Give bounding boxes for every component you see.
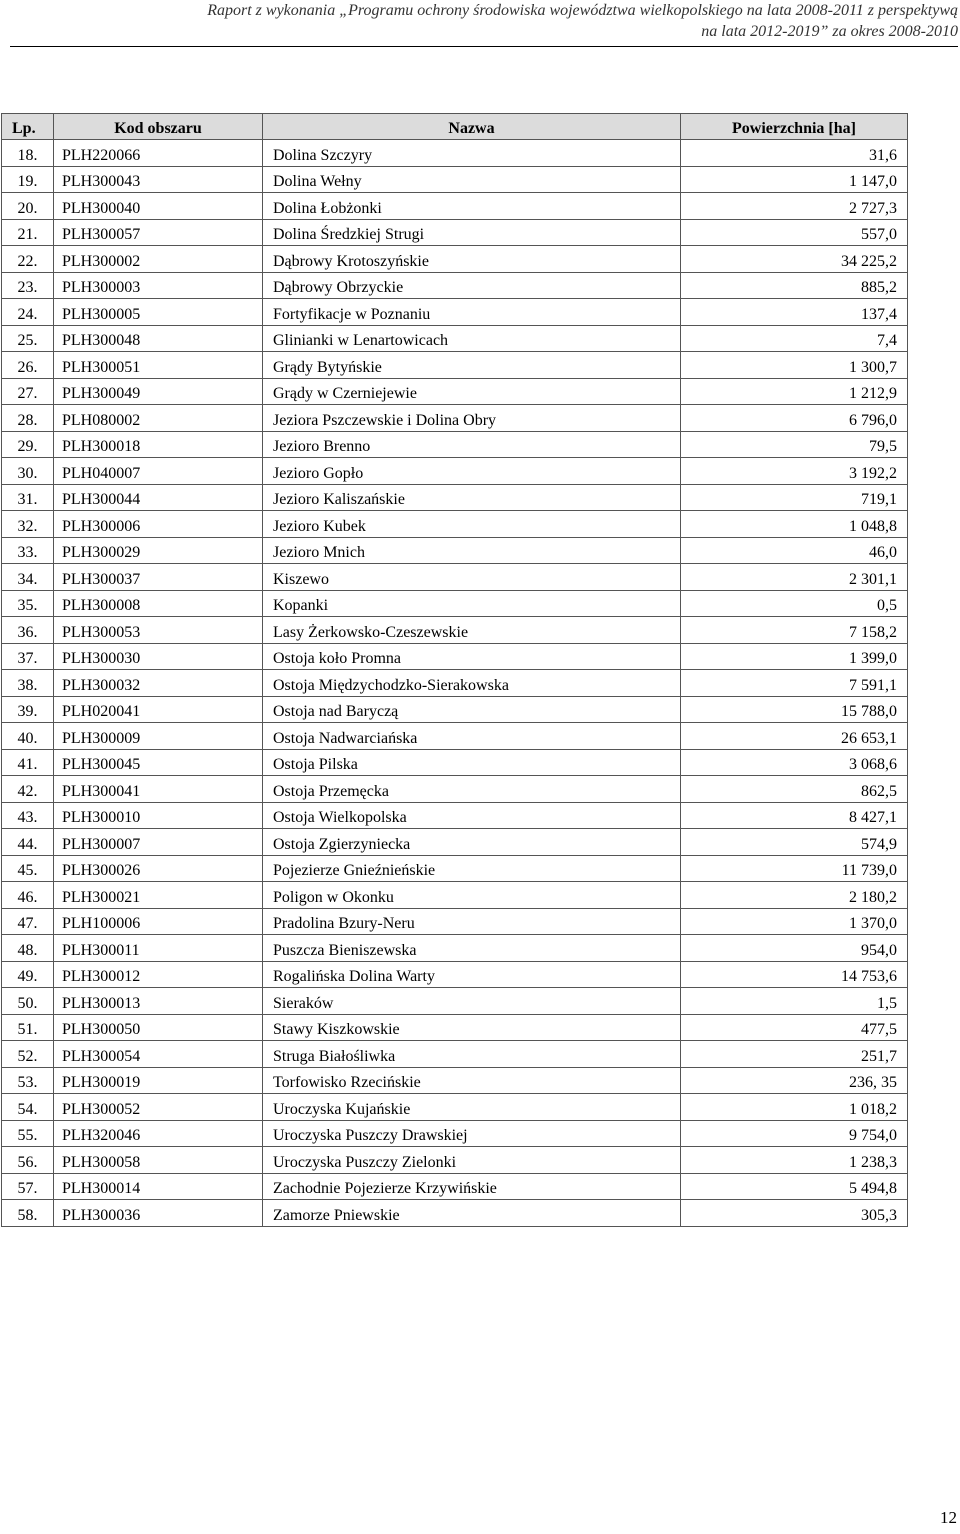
site-code: PLH300026 <box>54 855 263 882</box>
site-code: PLH300036 <box>54 1200 263 1227</box>
site-name: Sieraków <box>263 988 681 1015</box>
site-name: Ostoja Zgierzyniecka <box>263 829 681 856</box>
site-name: Kiszewo <box>263 564 681 591</box>
table-row <box>2 1067 908 1094</box>
site-code: PLH300008 <box>54 590 263 617</box>
row-number: 21. <box>2 219 54 246</box>
site-code: PLH300021 <box>54 882 263 909</box>
site-area: 1 370,0 <box>681 908 908 935</box>
site-area: 9 754,0 <box>681 1120 908 1147</box>
site-area: 862,5 <box>681 776 908 803</box>
table-row <box>2 696 908 723</box>
site-name: Jezioro Kaliszańskie <box>263 484 681 511</box>
site-code: PLH300032 <box>54 670 263 697</box>
row-number: 38. <box>2 670 54 697</box>
site-code: PLH300010 <box>54 802 263 829</box>
site-name: Jezioro Brenno <box>263 431 681 458</box>
site-area: 34 225,2 <box>681 246 908 273</box>
header-line-1: Raport z wykonania „Programu ochrony środowiska województwa wielkopolskiego na lata 2008-2011 z perspektywą <box>207 2 958 19</box>
row-number: 45. <box>2 855 54 882</box>
site-name: Dolina Średzkiej Strugi <box>263 219 681 246</box>
site-code: PLH300014 <box>54 1173 263 1200</box>
table-row <box>2 272 908 299</box>
site-area: 477,5 <box>681 1014 908 1041</box>
site-area: 8 427,1 <box>681 802 908 829</box>
site-code: PLH300009 <box>54 723 263 750</box>
table-row <box>2 458 908 485</box>
site-code: PLH300051 <box>54 352 263 379</box>
column-header-lp: Lp. <box>2 114 54 140</box>
site-name: Poligon w Okonku <box>263 882 681 909</box>
site-name: Uroczyska Puszczy Zielonki <box>263 1147 681 1174</box>
site-code: PLH300029 <box>54 537 263 564</box>
row-number: 54. <box>2 1094 54 1121</box>
table-row <box>2 140 908 167</box>
row-number: 37. <box>2 643 54 670</box>
site-code: PLH300044 <box>54 484 263 511</box>
site-area: 0,5 <box>681 590 908 617</box>
site-code: PLH300053 <box>54 617 263 644</box>
row-number: 56. <box>2 1147 54 1174</box>
site-code: PLH300007 <box>54 829 263 856</box>
site-name: Dąbrowy Krotoszyńskie <box>263 246 681 273</box>
site-code: PLH300002 <box>54 246 263 273</box>
site-name: Torfowisko Rzecińskie <box>263 1067 681 1094</box>
table-row <box>2 1120 908 1147</box>
table-row <box>2 882 908 909</box>
table-row <box>2 776 908 803</box>
row-number: 40. <box>2 723 54 750</box>
site-code: PLH300006 <box>54 511 263 538</box>
table-row <box>2 352 908 379</box>
column-header-name: Nazwa <box>263 114 681 140</box>
site-area: 14 753,6 <box>681 961 908 988</box>
site-area: 885,2 <box>681 272 908 299</box>
site-area: 5 494,8 <box>681 1173 908 1200</box>
site-area: 79,5 <box>681 431 908 458</box>
row-number: 34. <box>2 564 54 591</box>
table-row <box>2 246 908 273</box>
site-area: 46,0 <box>681 537 908 564</box>
site-code: PLH300048 <box>54 325 263 352</box>
site-name: Ostoja Wielkopolska <box>263 802 681 829</box>
site-area: 31,6 <box>681 140 908 167</box>
table-row <box>2 1173 908 1200</box>
table-row <box>2 908 908 935</box>
table-row <box>2 617 908 644</box>
running-header <box>0 0 958 42</box>
site-name: Lasy Żerkowsko-Czeszewskie <box>263 617 681 644</box>
site-area: 6 796,0 <box>681 405 908 432</box>
table-row <box>2 749 908 776</box>
row-number: 52. <box>2 1041 54 1068</box>
site-name: Uroczyska Kujańskie <box>263 1094 681 1121</box>
site-area: 1 300,7 <box>681 352 908 379</box>
site-code: PLH040007 <box>54 458 263 485</box>
row-number: 23. <box>2 272 54 299</box>
row-number: 43. <box>2 802 54 829</box>
site-area: 305,3 <box>681 1200 908 1227</box>
table-row <box>2 988 908 1015</box>
row-number: 44. <box>2 829 54 856</box>
site-code: PLH300012 <box>54 961 263 988</box>
column-header-code: Kod obszaru <box>54 114 263 140</box>
site-area: 3 192,2 <box>681 458 908 485</box>
row-number: 46. <box>2 882 54 909</box>
site-name: Ostoja Międzychodzko-Sierakowska <box>263 670 681 697</box>
site-code: PLH320046 <box>54 1120 263 1147</box>
site-area: 2 180,2 <box>681 882 908 909</box>
site-code: PLH300011 <box>54 935 263 962</box>
table-row <box>2 935 908 962</box>
site-name: Kopanki <box>263 590 681 617</box>
site-code: PLH300040 <box>54 193 263 220</box>
site-name: Dolina Łobżonki <box>263 193 681 220</box>
table-row <box>2 802 908 829</box>
site-area: 1 147,0 <box>681 166 908 193</box>
table-row <box>2 1200 908 1227</box>
site-name: Fortyfikacje w Poznaniu <box>263 299 681 326</box>
site-name: Rogalińska Dolina Warty <box>263 961 681 988</box>
row-number: 25. <box>2 325 54 352</box>
row-number: 18. <box>2 140 54 167</box>
site-area: 236, 35 <box>681 1067 908 1094</box>
site-code: PLH300037 <box>54 564 263 591</box>
row-number: 41. <box>2 749 54 776</box>
site-name: Ostoja Przemęcka <box>263 776 681 803</box>
table-row <box>2 537 908 564</box>
table-row <box>2 643 908 670</box>
row-number: 33. <box>2 537 54 564</box>
table-row <box>2 431 908 458</box>
site-code: PLH300054 <box>54 1041 263 1068</box>
row-number: 29. <box>2 431 54 458</box>
table-row <box>2 405 908 432</box>
site-name: Struga Białośliwka <box>263 1041 681 1068</box>
row-number: 22. <box>2 246 54 273</box>
row-number: 19. <box>2 166 54 193</box>
table-header-row <box>2 114 908 140</box>
site-name: Jezioro Mnich <box>263 537 681 564</box>
column-header-area: Powierzchnia [ha] <box>681 114 908 140</box>
row-number: 42. <box>2 776 54 803</box>
site-area: 1 212,9 <box>681 378 908 405</box>
site-name: Zachodnie Pojezierze Krzywińskie <box>263 1173 681 1200</box>
site-name: Jezioro Gopło <box>263 458 681 485</box>
site-name: Jezioro Kubek <box>263 511 681 538</box>
row-number: 57. <box>2 1173 54 1200</box>
row-number: 20. <box>2 193 54 220</box>
site-name: Grądy w Czerniejewie <box>263 378 681 405</box>
table-row <box>2 1094 908 1121</box>
site-name: Ostoja Pilska <box>263 749 681 776</box>
site-area: 954,0 <box>681 935 908 962</box>
row-number: 30. <box>2 458 54 485</box>
table-row <box>2 590 908 617</box>
table-row <box>2 378 908 405</box>
site-name: Stawy Kiszkowskie <box>263 1014 681 1041</box>
table-row <box>2 484 908 511</box>
site-area: 137,4 <box>681 299 908 326</box>
row-number: 48. <box>2 935 54 962</box>
site-code: PLH300050 <box>54 1014 263 1041</box>
site-area: 719,1 <box>681 484 908 511</box>
header-line-2: na lata 2012-2019” za okres 2008-2010 <box>701 23 958 40</box>
site-code: PLH300057 <box>54 219 263 246</box>
site-name: Zamorze Pniewskie <box>263 1200 681 1227</box>
row-number: 53. <box>2 1067 54 1094</box>
site-area: 7,4 <box>681 325 908 352</box>
site-name: Dąbrowy Obrzyckie <box>263 272 681 299</box>
site-area: 1 048,8 <box>681 511 908 538</box>
site-area: 1 018,2 <box>681 1094 908 1121</box>
site-name: Pojezierze Gnieźnieńskie <box>263 855 681 882</box>
site-area: 7 158,2 <box>681 617 908 644</box>
site-code: PLH100006 <box>54 908 263 935</box>
table-row <box>2 961 908 988</box>
table-row <box>2 829 908 856</box>
site-area: 11 739,0 <box>681 855 908 882</box>
table-row <box>2 299 908 326</box>
row-number: 36. <box>2 617 54 644</box>
site-name: Puszcza Bieniszewska <box>263 935 681 962</box>
row-number: 58. <box>2 1200 54 1227</box>
site-code: PLH300043 <box>54 166 263 193</box>
row-number: 50. <box>2 988 54 1015</box>
row-number: 28. <box>2 405 54 432</box>
site-area: 557,0 <box>681 219 908 246</box>
row-number: 35. <box>2 590 54 617</box>
row-number: 47. <box>2 908 54 935</box>
site-area: 251,7 <box>681 1041 908 1068</box>
row-number: 32. <box>2 511 54 538</box>
site-area: 1 399,0 <box>681 643 908 670</box>
row-number: 31. <box>2 484 54 511</box>
site-name: Dolina Wełny <box>263 166 681 193</box>
site-name: Ostoja koło Promna <box>263 643 681 670</box>
table-row <box>2 511 908 538</box>
site-code: PLH020041 <box>54 696 263 723</box>
site-code: PLH300003 <box>54 272 263 299</box>
site-area: 574,9 <box>681 829 908 856</box>
row-number: 39. <box>2 696 54 723</box>
table-row <box>2 166 908 193</box>
site-name: Uroczyska Puszczy Drawskiej <box>263 1120 681 1147</box>
row-number: 55. <box>2 1120 54 1147</box>
table-body <box>2 140 908 1227</box>
row-number: 51. <box>2 1014 54 1041</box>
table-row <box>2 1041 908 1068</box>
table-row <box>2 1147 908 1174</box>
site-code: PLH300058 <box>54 1147 263 1174</box>
row-number: 24. <box>2 299 54 326</box>
site-area: 7 591,1 <box>681 670 908 697</box>
site-name: Dolina Szczyry <box>263 140 681 167</box>
table-row <box>2 1014 908 1041</box>
table-row <box>2 564 908 591</box>
site-code: PLH300041 <box>54 776 263 803</box>
site-code: PLH080002 <box>54 405 263 432</box>
site-area: 2 727,3 <box>681 193 908 220</box>
table-row <box>2 723 908 750</box>
site-code: PLH300013 <box>54 988 263 1015</box>
site-code: PLH300030 <box>54 643 263 670</box>
site-area: 15 788,0 <box>681 696 908 723</box>
site-area: 1 238,3 <box>681 1147 908 1174</box>
site-area: 26 653,1 <box>681 723 908 750</box>
site-name: Jeziora Pszczewskie i Dolina Obry <box>263 405 681 432</box>
row-number: 27. <box>2 378 54 405</box>
site-code: PLH300005 <box>54 299 263 326</box>
site-code: PLH300052 <box>54 1094 263 1121</box>
site-name: Grądy Bytyńskie <box>263 352 681 379</box>
row-number: 26. <box>2 352 54 379</box>
site-area: 3 068,6 <box>681 749 908 776</box>
header-divider <box>10 46 958 47</box>
page-number: 12 <box>940 1508 957 1527</box>
site-code: PLH300019 <box>54 1067 263 1094</box>
site-area: 2 301,1 <box>681 564 908 591</box>
site-name: Pradolina Bzury-Neru <box>263 908 681 935</box>
table-row <box>2 325 908 352</box>
site-name: Glinianki w Lenartowicach <box>263 325 681 352</box>
natura-sites-table <box>1 113 908 1227</box>
site-area: 1,5 <box>681 988 908 1015</box>
row-number: 49. <box>2 961 54 988</box>
site-code: PLH300049 <box>54 378 263 405</box>
table-row <box>2 193 908 220</box>
site-code: PLH300018 <box>54 431 263 458</box>
site-code: PLH300045 <box>54 749 263 776</box>
table-row <box>2 670 908 697</box>
site-name: Ostoja Nadwarciańska <box>263 723 681 750</box>
site-name: Ostoja nad Baryczą <box>263 696 681 723</box>
table-row <box>2 855 908 882</box>
table-row <box>2 219 908 246</box>
site-code: PLH220066 <box>54 140 263 167</box>
